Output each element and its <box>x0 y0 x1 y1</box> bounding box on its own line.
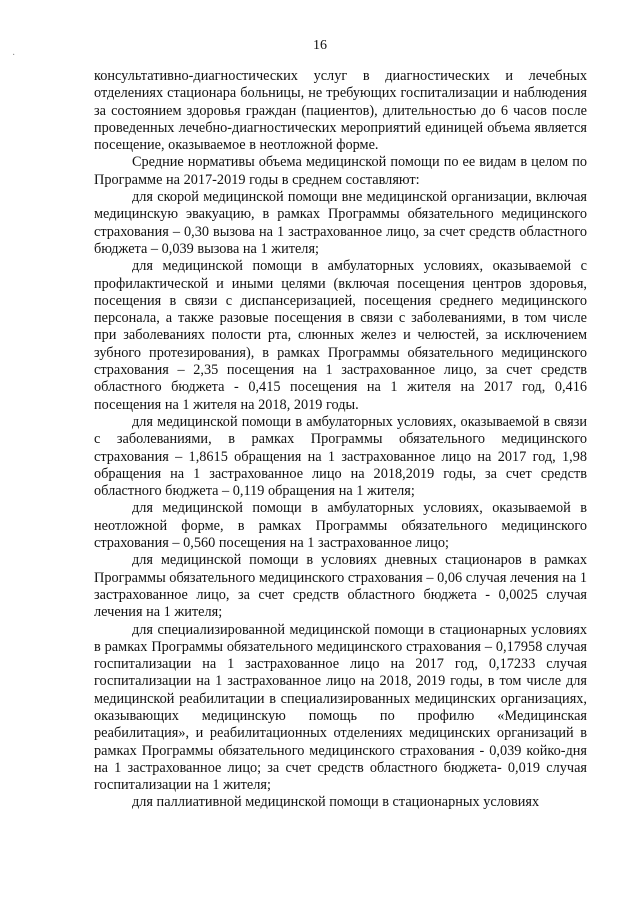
page-number: 16 <box>313 38 327 53</box>
paragraph-continuation: консультативно-диагностических услуг в диагностических и лечебных отделениях стационара больницы, не требующих госпитализации и наблюдения за состоянием здоровья граждан (пациентов), длительностью до 6 часов после проведенных лечебно-диагностических мероприятий единицей объема является посещение, оказываемое в неотложной форме. <box>94 68 587 154</box>
document-body <box>94 68 587 812</box>
paragraph-specialized-inpatient: для специализированной медицинской помощи в стационарных условиях в рамках Программы обязательного медицинского страхования – 0,17958 случая госпитализации на 1 застрахованное лицо на 2017 год, 0,17233 случая госпитализации на 1 застрахованное лицо на 2018, 2019 годы, в том числе для медицинской реабилитации в специализированных медицинских организациях, оказывающих медицинскую помощь по профилю «Медицинская реабилитация», и реабилитационных отделениях медицинских организаций в рамках Программы обязательного медицинского страхования - 0,039 койко-дня на 1 застрахованное лицо; за счет средств областного бюджета- 0,019 случая госпитализации на 1 жителя; <box>94 621 587 794</box>
paragraph-day-hospital: для медицинской помощи в условиях дневных стационаров в рамках Программы обязательного медицинского страхования – 0,06 случая лечения на 1 застрахованное лицо, за счет средств областного бюджета - 0,0025 случая лечения на 1 жителя; <box>94 552 587 621</box>
paragraph-intro-norms: Средние нормативы объема медицинской помощи по ее видам в целом по Программе на 2017-2019 годы в среднем составляют: <box>94 154 587 188</box>
paragraph-outpatient-urgent: для медицинской помощи в амбулаторных условиях, оказываемой в неотложной форме, в рамках Программы обязательного медицинского страхования – 0,560 посещения на 1 застрахованное лицо; <box>94 500 587 552</box>
paragraph-emergency-care: для скорой медицинской помощи вне медицинской организации, включая медицинскую эвакуацию, в рамках Программы обязательного медицинского страхования – 0,30 вызова на 1 застрахованное лицо, за счет средств областного бюджета – 0,039 вызова на 1 жителя; <box>94 189 587 257</box>
paragraph-palliative: для паллиативной медицинской помощи в стационарных условиях <box>132 794 540 811</box>
margin-mark: · <box>12 50 16 61</box>
paragraph-outpatient-preventive: для медицинской помощи в амбулаторных условиях, оказываемой с профилактической и иными целями (включая посещения центров здоровья, посещения в связи с диспансеризацией, посещения среднего медицинского персонала, а также разовые посещения в связи с заболеваниями, в том числе при заболеваниях полости рта, слюнных желез и челюстей, за исключением зубного протезирования), в рамках Программы обязательного медицинского страхования – 2,35 посещения на 1 застрахованное лицо, за счет средств областного бюджета - 0,415 посещения на 1 жителя на 2017 год, 0,416 посещения на 1 жителя на 2018, 2019 годы. <box>94 258 587 413</box>
paragraph-outpatient-disease: для медицинской помощи в амбулаторных условиях, оказываемой в связи с заболеваниями, в рамках Программы обязательного медицинского страхования – 1,8615 обращения на 1 застрахованное лицо на 2017 год, 1,98 обращения на 1 застрахованное лицо на 2018,2019 годы, за счет средств областного бюджета – 0,119 обращения на 1 жителя; <box>94 413 587 500</box>
